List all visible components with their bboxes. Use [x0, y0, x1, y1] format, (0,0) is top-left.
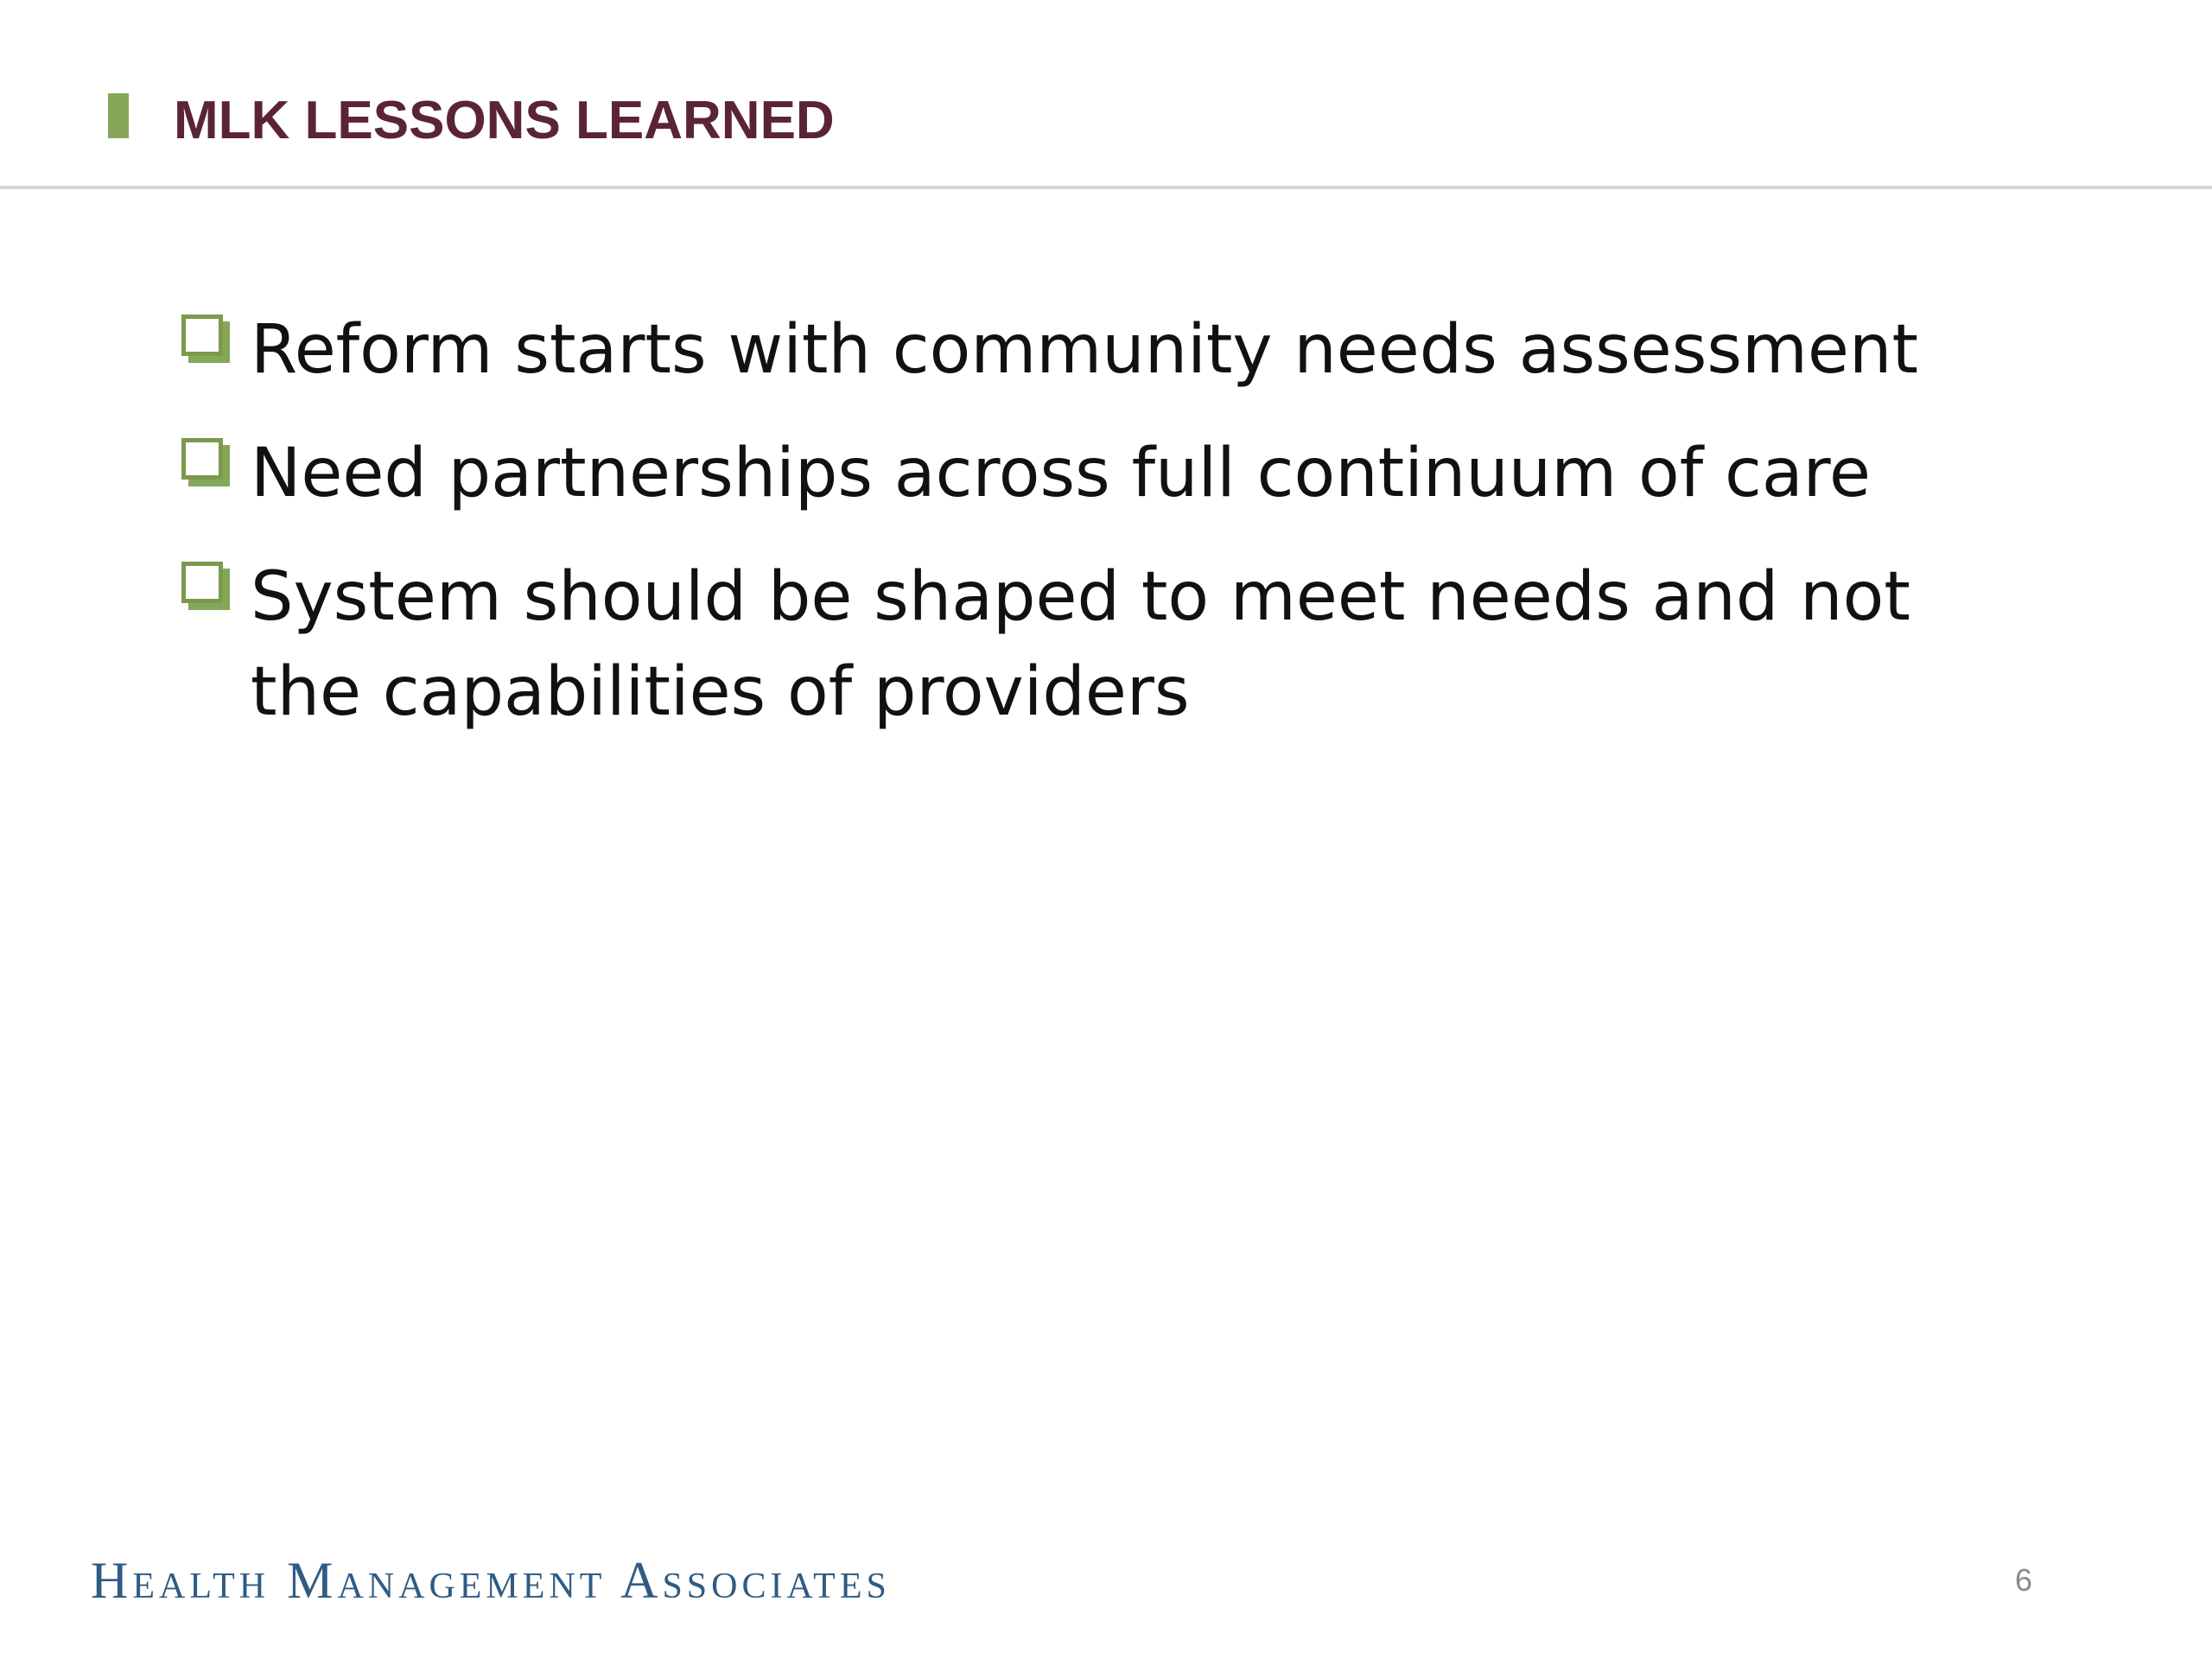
- bullet-text: System should be shaped to meet needs and not the capabilities of providers: [251, 558, 1910, 731]
- bullet-item-system-shaped: [181, 550, 2039, 740]
- green-bar-icon: [108, 93, 129, 138]
- company-logo: Health Management Associates: [91, 1552, 891, 1609]
- bullet-text: Need partnerships across full continuum of care: [251, 435, 1872, 512]
- slide-title: MLK LESSONS LEARNED: [174, 91, 835, 150]
- bullet-list: [181, 302, 2039, 768]
- title-divider: [0, 186, 2212, 189]
- checkbox-square-icon: [181, 438, 230, 486]
- checkbox-square-icon: [181, 562, 230, 610]
- bullet-item-needs-assessment: [181, 302, 2039, 397]
- checkbox-square-icon: [181, 315, 230, 363]
- bullet-item-partnerships: [181, 426, 2039, 521]
- page-number: 6: [2015, 1562, 2033, 1598]
- bullet-text: Reform starts with community needs assessment: [251, 311, 1919, 389]
